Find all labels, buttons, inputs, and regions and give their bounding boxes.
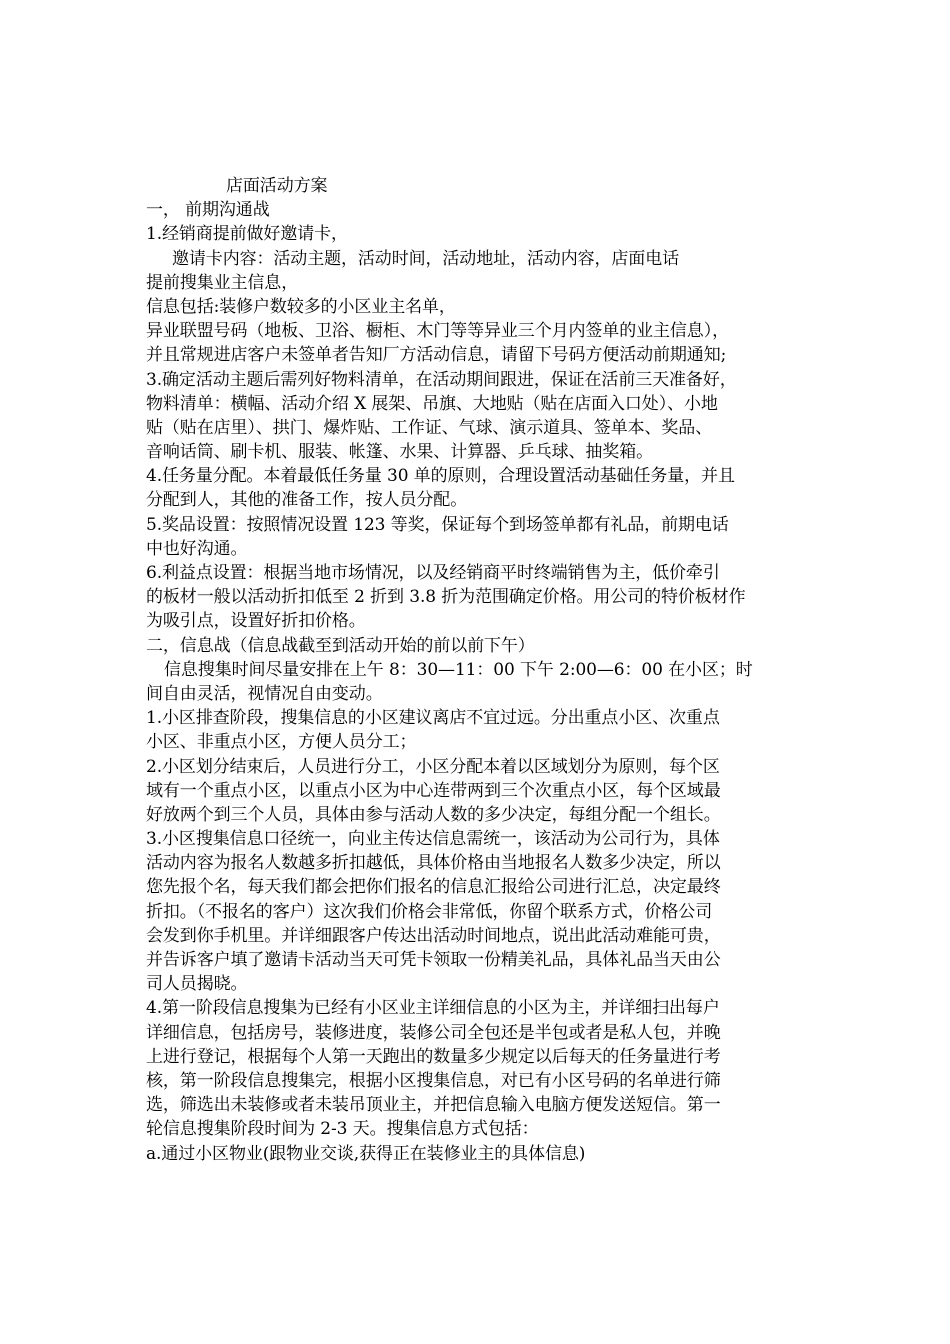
text-line: 贴（贴在店里）、拱门、爆炸贴、工作证、气球、演示道具、签单本、奖品、 [146,417,713,438]
text-line: 5.奖品设置：按照情况设置 123 等奖，保证每个到场签单都有礼品，前期电话 [146,514,729,535]
text-line: 1.小区排查阶段，搜集信息的小区建议离店不宜过远。分出重点小区、次重点 [146,708,720,729]
text-line: 并且常规进店客户未签单者告知厂方活动信息，请留下号码方便活动前期通知; [146,345,727,366]
text-line: 4.任务量分配。本着最低任务量 30 单的原则，合理设置活动基础任务量，并且 [146,466,735,487]
text-line: 2.小区划分结束后，人员进行分工，小区分配本着以区域划分为原则，每个区 [146,756,720,777]
text-line: 好放两个到三个人员，具体由参与活动人数的多少决定，每组分配一个组长。 [146,804,721,825]
text-line: 1.经销商提前做好邀请卡， [146,224,348,245]
text-line: 的板材一般以活动折扣低至 2 折到 3.8 折为范围确定价格。用公司的特价板材作 [146,587,746,608]
text-line: 邀请卡内容：活动主题，活动时间，活动地址，活动内容，店面电话 [172,248,679,269]
text-line: 音响话筒、刷卡机、服装、帐篷、水果、计算器、乒乓球、抽奖箱。 [146,442,653,463]
text-line: 提前搜集业主信息， [146,272,299,293]
text-line: 折扣。（不报名的客户）这次我们价格会非常低，你留个联系方式，价格公司 [146,901,713,922]
text-line: 3.确定活动主题后需列好物料清单，在活动期间跟进，保证在活前三天准备好， [146,369,737,390]
text-line: 选，筛选出未装修或者未装吊顶业主，并把信息输入电脑方便发送短信。第一 [146,1095,721,1116]
text-line: 活动内容为报名人数越多折扣越低，具体价格由当地报名人数多少决定，所以 [146,853,721,874]
text-line: 域有一个重点小区，以重点小区为中心连带两到三个次重点小区，每个区域最 [146,780,721,801]
text-line: 3.小区搜集信息口径统一，向业主传达信息需统一，该活动为公司行为，具体 [146,829,720,850]
text-line: 轮信息搜集阶段时间为 2-3 天。搜集信息方式包括： [146,1119,539,1140]
text-line: 4.第一阶段信息搜集为已经有小区业主详细信息的小区为主，并详细扫出每户 [146,998,720,1019]
text-line: 司人员揭晓。 [146,974,248,995]
section-heading-2: 二，信息战（信息战截至到活动开始的前以前下午） [146,635,535,656]
text-line: 详细信息，包括房号，装修进度，装修公司全包还是半包或者是私人包，并晚 [146,1022,721,1043]
text-line: 信息搜集时间尽量安排在上午 8：30—11：00 下午 2:00—6：00 在小区；时 [164,659,753,680]
text-line: 核，第一阶段信息搜集完，根据小区搜集信息，对已有小区号码的名单进行筛 [146,1070,721,1091]
document-body [146,174,816,1166]
text-line: a.通过小区物业(跟物业交谈,获得正在装修业主的具体信息) [146,1143,586,1164]
text-line: 分配到人，其他的准备工作，按人员分配。 [146,490,468,511]
text-line: 间自由灵活，视情况自由变动。 [146,683,383,704]
text-line: 小区、非重点小区，方便人员分工； [146,732,417,753]
document-title: 店面活动方案 [226,176,328,196]
section-heading-1: 一， 前期沟通战 [146,200,270,221]
text-line: 上进行登记，根据每个人第一天跑出的数量多少规定以后每天的任务量进行考 [146,1046,721,1067]
text-line: 物料清单：横幅、活动介绍 X 展架、吊旗、大地贴（贴在店面入口处）、小地 [146,393,718,414]
text-line: 信息包括:装修户数较多的小区业主名单， [146,296,456,317]
text-line: 6.利益点设置：根据当地市场情况，以及经销商平时终端销售为主，低价牵引 [146,563,720,583]
text-line: 中也好沟通。 [146,538,248,559]
text-line: 会发到你手机里。并详细跟客户传达出活动时间地点，说出此活动难能可贵， [146,925,721,946]
text-line: 您先报个名，每天我们都会把你们报名的信息汇报给公司进行汇总，决定最终 [146,877,721,898]
text-line: 并告诉客户填了邀请卡活动当天可凭卡领取一份精美礼品，具体礼品当天由公 [146,950,721,970]
text-line: 异业联盟号码（地板、卫浴、橱柜、木门等等异业三个月内签单的业主信息）， [146,321,729,342]
text-line: 为吸引点，设置好折扣价格。 [146,611,366,632]
